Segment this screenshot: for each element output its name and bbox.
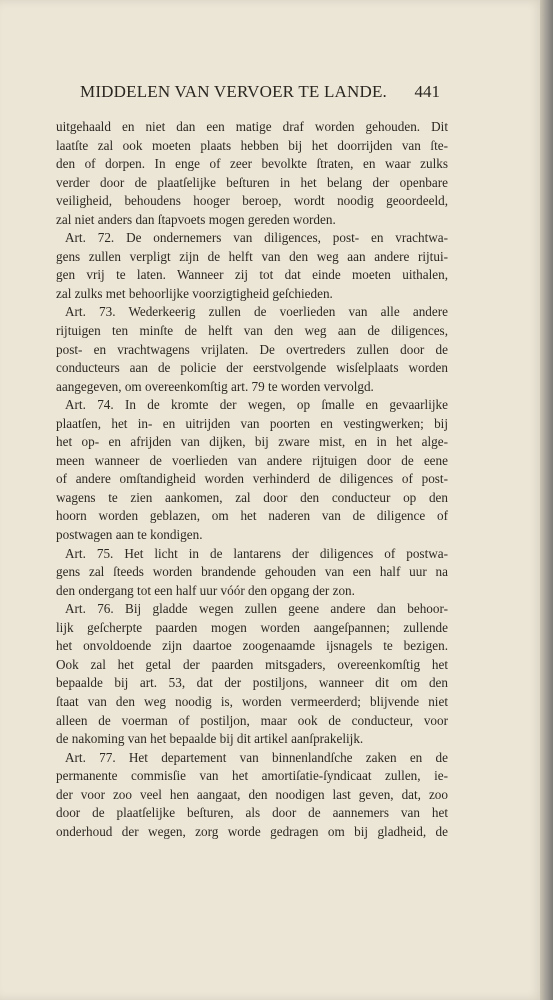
text-line: het op- en afrijden van dijken, bij zware mist, en in het alge- xyxy=(56,434,448,450)
text-line: het onvoldoende zijn daartoe zoogenaamde ijsnagels te bezigen. xyxy=(56,638,448,654)
text-line: den ondergang tot een half uur vóór den opgang der zon. xyxy=(56,582,355,598)
text-line: der voor zoo veel hen aangaat, den noodigen last geven, dat, zoo xyxy=(56,786,448,802)
text-line: Ook zal het getal der paarden mitsgaders, overeenkomſtig het xyxy=(56,656,448,672)
text-line: Art. 77. Het departement van binnenlandſche zaken en de xyxy=(65,749,448,765)
text-line: of andere omſtandigheid worden verhinderd de diligences of post- xyxy=(56,471,448,487)
text-line: alleen de voerman of postiljon, maar ook de conducteur, voor xyxy=(56,712,448,728)
text-line: laatſte zal ook moeten plaats hebben bij het doorrijden van ſte- xyxy=(56,137,448,153)
text-line: meen wanneer de voerlieden van andere rijtuigen door de eene xyxy=(56,452,448,468)
text-line: wagens te zien aankomen, zal door den conducteur op den xyxy=(56,489,448,505)
text-line: onderhoud der wegen, zorg worde gedragen om bij gladheid, de xyxy=(56,823,448,839)
text-line: uitgehaald en niet dan een matige draf worden gehouden. Dit xyxy=(56,119,448,134)
text-line: zal niet anders dan ſtapvoets mogen gereden worden. xyxy=(56,211,336,227)
text-line: bepaalde bij art. 53, dat der postiljons, wanneer dit om den xyxy=(56,675,448,691)
text-line: post- en vrachtwagens vrijlaten. De overtreders zullen door de xyxy=(56,341,448,357)
text-line: zal zulks met behoorlijke voorzigtigheid geſchieden. xyxy=(56,285,333,301)
text-line: lijk geſcherpte paarden mogen worden aangeſpannen; zullende xyxy=(56,619,448,635)
text-line: Art. 72. De ondernemers van diligences, post- en vrachtwa- xyxy=(65,230,448,246)
text-line: conducteurs aan de policie der eerstvolgende wisſelplaats worden xyxy=(56,360,448,376)
text-line: veiligheid, behoudens hooger beroep, wordt noodig geoordeeld, xyxy=(56,193,448,209)
page-number: 441 xyxy=(414,82,440,101)
text-line: permanente commisſie van het amortiſatie-ſyndicaat zullen, ie- xyxy=(56,768,448,784)
text-line: door de plaatſelijke beſturen, als door de aannemers van het xyxy=(56,805,448,821)
page-header xyxy=(80,82,440,106)
text-line: gens zal ſteeds worden brandende gehouden van een half uur na xyxy=(56,564,448,580)
text-line: Art. 76. Bij gladde wegen zullen geene andere dan behoor- xyxy=(65,601,448,617)
running-head: MIDDELEN VAN VERVOER TE LANDE. xyxy=(80,82,388,101)
text-line: Art. 74. In de kromte der wegen, op ſmalle en gevaarlijke xyxy=(65,397,448,413)
text-line: Art. 73. Wederkeerig zullen de voerlieden van alle andere xyxy=(65,304,448,320)
text-line: de nakoming van het bepaalde bij dit artikel aanſprakelijk. xyxy=(56,731,364,747)
body-text xyxy=(56,118,448,841)
text-line: postwagen aan te kondigen. xyxy=(56,527,203,543)
text-line: ſtaat van den weg noodig is, worden vermeerderd; blijvende niet xyxy=(56,693,448,709)
text-line: verder door de plaatſelijke beſturen in het belang der openbare xyxy=(56,174,448,190)
text-line: den of dorpen. In enge of zeer bevolkte ſtraten, en waar zulks xyxy=(56,156,448,172)
text-line: hoorn worden geblazen, om het naderen van de diligence of xyxy=(56,508,448,524)
text-line: aangegeven, om overeenkomſtig art. 79 te worden vervolgd. xyxy=(56,378,374,394)
page-edge-shadow xyxy=(540,0,553,1000)
text-line: plaatſen, het in- en uitrijden van poorten en vestingwerken; bij xyxy=(56,415,448,431)
text-line: gens zullen verpligt zijn de helft van den weg aan andere rijtui- xyxy=(56,248,448,264)
text-line: Art. 75. Het licht in de lantarens der diligences of postwa- xyxy=(65,545,448,561)
text-line: gen vrij te laten. Wanneer zij tot dat einde moeten uithalen, xyxy=(56,267,448,283)
text-line: rijtuigen ten minſte de helft van den weg aan de diligences, xyxy=(56,323,448,339)
